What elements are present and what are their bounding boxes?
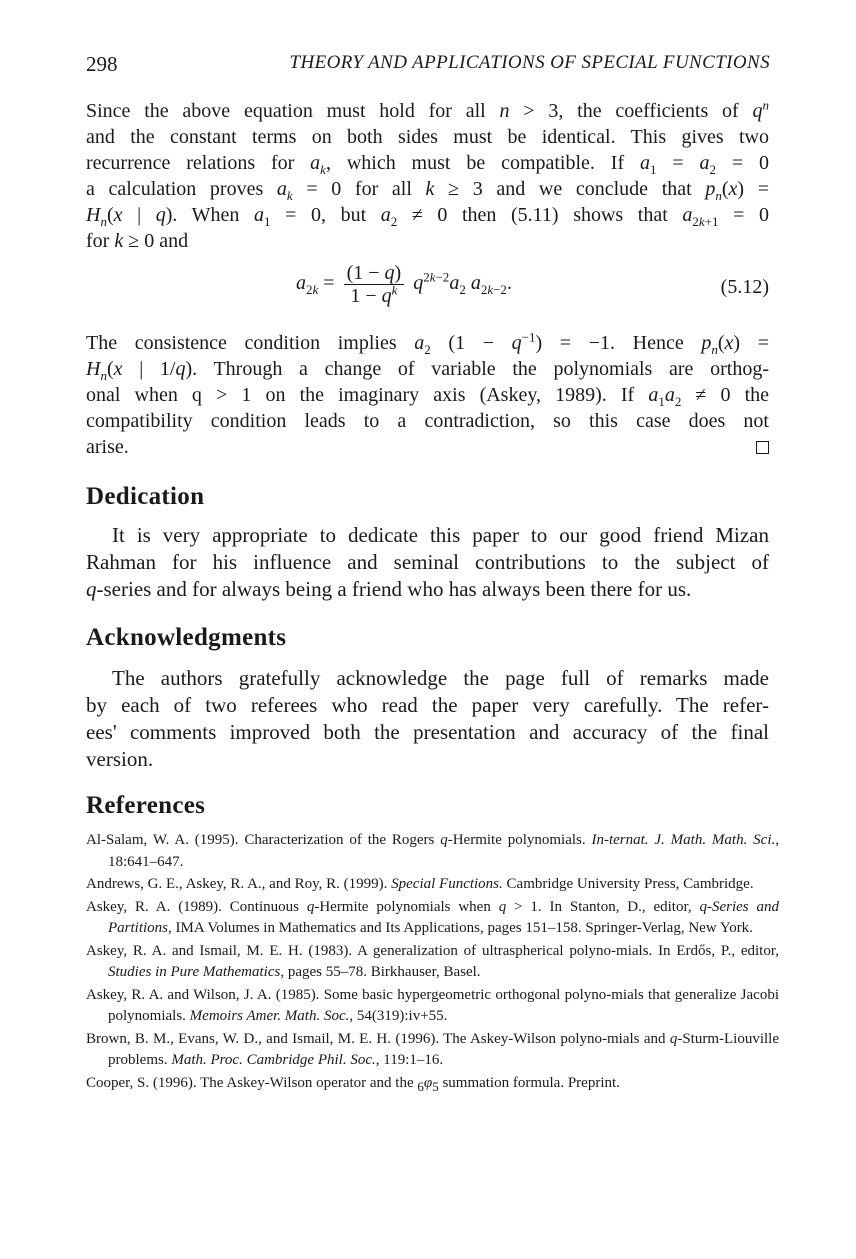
reference-item: Cooper, S. (1996). The Askey-Wilson operator and the $_6\varphi_5$ summation formula. Preprint. — [86, 1074, 620, 1094]
running-title: THEORY AND APPLICATIONS OF SPECIAL FUNCTIONS — [289, 52, 770, 73]
dedication-heading: Dedication — [86, 483, 205, 510]
reference-item: Askey, R. A. and Ismail, M. E. H. (1983). A generalization of ultraspherical polyno-mials. In Erdős, P., editor, Studies in Pure Mathematics, pages 55–78. Birkhauser, Basel. — [86, 942, 779, 980]
running-head — [86, 52, 770, 80]
reference-item: Al-Salam, W. A. (1995). Characterization of the Rogers q-Hermite polynomials. In-ternat. J. Math. Math. Sci., 18:641–647. — [86, 832, 780, 870]
page-number: 298 — [86, 52, 118, 76]
consistence-paragraph: The consistence condition implies $a_2$ $(1 - q^{-1}) = -1$. Hence $p_n(x)$ = $H_n(x$ | 1/q). Through a change of variable the polynomials are orthog- onal when q > 1 on the imaginary axis (Askey, 1989). If $a_1a_2 \ne 0$ the compatibility condition leads to a contradiction, so this case does not arise. — [86, 329, 770, 458]
dedication-paragraph: It is very appropriate to dedicate this paper to our good friend Mizan Rahman for his influence and seminal contributions to the subject of q-series and for always being a friend who has always been there for us. — [86, 523, 769, 601]
equation-number: (5.12) — [720, 276, 769, 298]
equation-body: $a_{2k}$ = $\frac{(1 - q)}{1 - q^k}$ $q^{2k-2}a_2$ $a_{2k-2}$. — [296, 262, 512, 307]
reference-list — [86, 830, 779, 1095]
acknowledgments-paragraph: The authors gratefully acknowledge the page full of remarks made by each of two referees who read the paper very carefully. The refer- ees' comments improved both the presentation and accuracy of the final version. — [86, 666, 769, 771]
qed-box-icon — [756, 441, 769, 454]
equation-5-12 — [86, 262, 769, 310]
reference-item: Brown, B. M., Evans, W. D., and Ismail, M. E. H. (1996). The Askey-Wilson polyno-mials and q-Sturm-Liouville problems. Math. Proc. Cambridge Phil. Soc., 119:1–16. — [86, 1030, 779, 1068]
reference-item: Askey, R. A. and Wilson, J. A. (1985). Some basic hypergeometric orthogonal polyno-mials that generalize Jacobi polynomials. Memoirs Amer. Math. Soc., 54(319):iv+55. — [86, 986, 779, 1024]
acknowledgments-heading: Acknowledgments — [86, 624, 287, 651]
intro-paragraph: Since the above equation must hold for all n > 3, the coefficients of $q^n$ and the constant terms on both sides must be identical. This gives two recurrence relations for $a_k$, which must be compatible. If $a_1 = a_2 = 0$ a calculation proves $a_k = 0$ for all k ≥ 3 and we conclude that $p_n(x)$ = $H_n(x$ | q). When $a_1 = 0$, but $a_2 \ne 0$ then (5.11) shows that $a_{2k+1} = 0$ for k ≥ 0 and — [86, 97, 770, 252]
reference-item: Askey, R. A. (1989). Continuous q-Hermite polynomials when q > 1. In Stanton, D., editor, q-Series and Partitions, IMA Volumes in Mathematics and Its Applications, pages 151–158. Springer-Verlag, New York. — [86, 898, 779, 936]
references-heading: References — [86, 792, 206, 819]
reference-item: Andrews, G. E., Askey, R. A., and Roy, R. (1999). Special Functions. Cambridge University Press, Cambridge. — [86, 876, 754, 892]
